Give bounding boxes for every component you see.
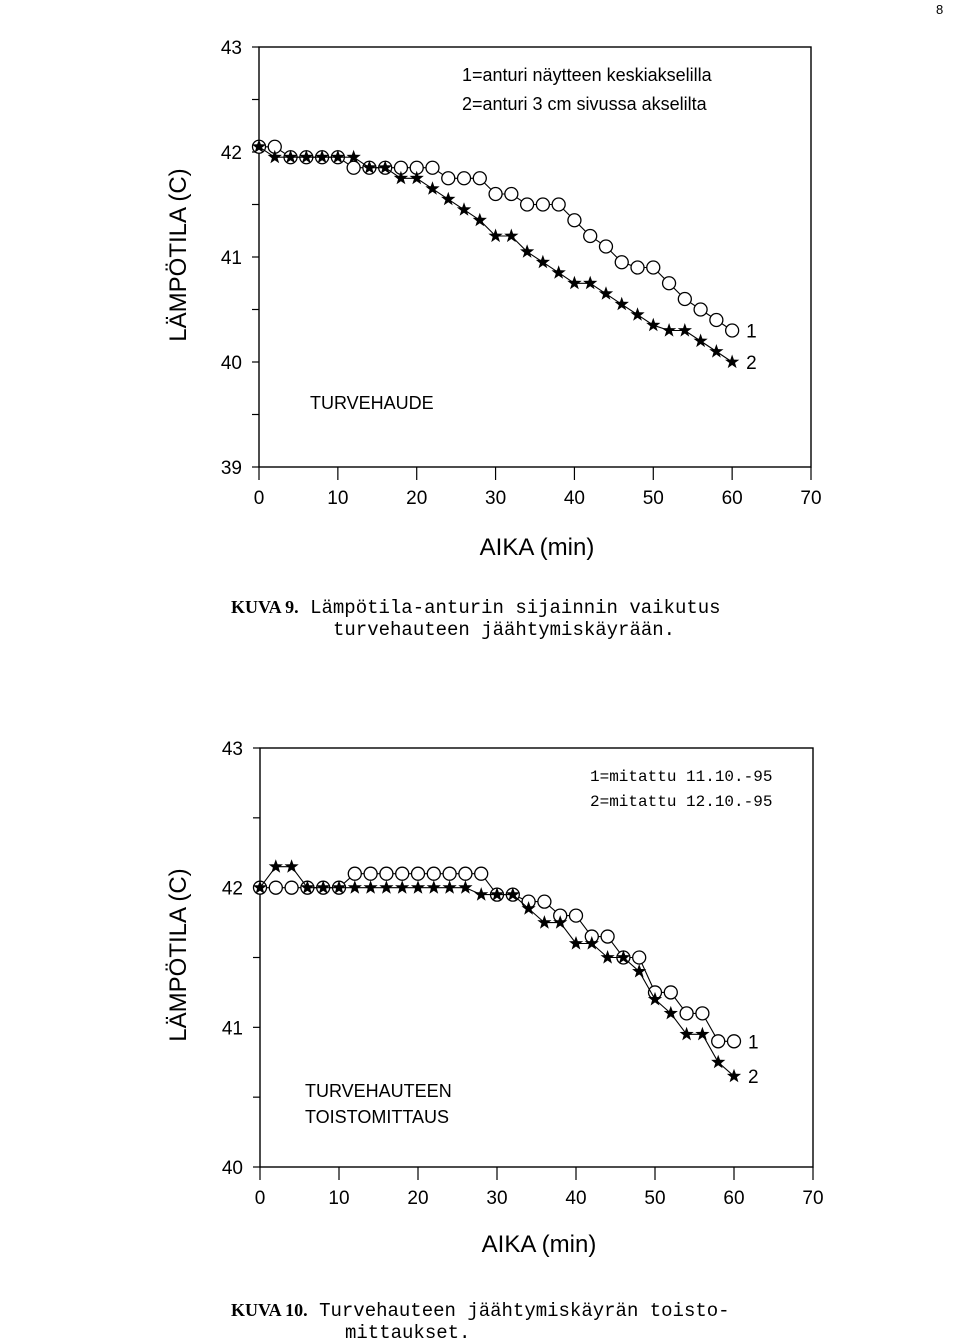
series-1-point	[712, 1035, 725, 1048]
series-2-point	[364, 880, 378, 894]
x-tick-label: 70	[800, 488, 822, 509]
series-2-point	[630, 307, 644, 321]
series-1-point	[536, 198, 549, 211]
series-1-point	[570, 909, 583, 922]
series-2-point	[662, 323, 676, 337]
series-1-point	[678, 293, 691, 306]
chart-kuva-10	[0, 700, 960, 1300]
series-1-point	[396, 867, 409, 880]
series-1-point	[473, 172, 486, 185]
series-2-point	[348, 880, 362, 894]
series-1-point	[631, 261, 644, 274]
xlabel: AIKA (min)	[481, 1231, 597, 1258]
series-1-point	[694, 303, 707, 316]
page-number: 8	[936, 2, 944, 17]
series-2-point	[725, 355, 739, 369]
x-tick-label: 50	[644, 1188, 666, 1209]
annotation-line-1: TURVEHAUTEEN	[305, 1081, 452, 1101]
y-tick-label: 40	[221, 1158, 243, 1179]
series-1-point	[615, 256, 628, 269]
x-tick-label: 20	[407, 1188, 429, 1209]
series-2-point	[443, 880, 457, 894]
series-2-point	[695, 1027, 709, 1041]
caption-line-1: Lämpötila-anturin sijainnin vaikutus	[298, 597, 721, 619]
series-end-label: 2	[746, 353, 757, 374]
series-2-point	[664, 1006, 678, 1020]
series-1-point	[633, 951, 646, 964]
series-1-point	[584, 230, 597, 243]
series-1-point	[442, 172, 455, 185]
series-1-point	[568, 214, 581, 227]
x-tick-label: 0	[253, 488, 265, 509]
series-2-point	[457, 202, 471, 216]
x-tick-label: 40	[565, 1188, 587, 1209]
caption-line-2: mittaukset.	[345, 1322, 471, 1344]
x-tick-label: 60	[723, 1188, 745, 1209]
y-tick-label: 43	[221, 739, 243, 760]
series-1-point	[664, 986, 677, 999]
y-tick-label: 42	[221, 878, 243, 900]
series-2-point	[632, 964, 646, 978]
series-1-point	[427, 867, 440, 880]
caption-kuva-10	[231, 1299, 730, 1344]
series-2-point	[537, 915, 551, 929]
annotation: TURVEHAUDE	[310, 393, 434, 413]
series-1-point	[696, 1007, 709, 1020]
x-tick-label: 50	[642, 488, 664, 509]
series-2-point	[504, 229, 518, 243]
caption-label: KUVA 10.	[231, 1300, 308, 1320]
series-1-point	[710, 314, 723, 327]
series-2-point	[709, 344, 723, 358]
y-tick-label: 43	[220, 38, 242, 59]
series-2-point	[601, 950, 615, 964]
series-2-point	[680, 1027, 694, 1041]
series-2-point	[727, 1069, 741, 1083]
series-2-point	[458, 880, 472, 894]
series-1-point	[458, 172, 471, 185]
series-2-point	[552, 265, 566, 279]
series-end-label: 1	[748, 1032, 759, 1054]
series-2-point	[694, 334, 708, 348]
legend-line-1: 1=mitattu 11.10.-95	[590, 768, 773, 786]
series-1-point	[269, 881, 282, 894]
series-end-label: 1	[746, 321, 757, 343]
series-2-point	[474, 887, 488, 901]
series-2-point	[473, 213, 487, 227]
series-2-point	[269, 859, 283, 873]
x-tick-label: 60	[721, 488, 743, 509]
y-tick-label: 42	[220, 143, 242, 164]
series-1-point	[538, 895, 551, 908]
x-tick-label: 70	[802, 1188, 824, 1209]
series-2-point	[569, 936, 583, 950]
series-1-point	[552, 198, 565, 211]
series-2-line	[259, 147, 732, 362]
chart-kuva-9	[0, 0, 960, 570]
x-tick-label: 40	[563, 488, 585, 509]
x-tick-label: 30	[486, 1188, 508, 1209]
caption-label: KUVA 9.	[231, 597, 299, 617]
legend-line-2: 2=mitattu 12.10.-95	[590, 793, 773, 811]
series-1-point	[521, 198, 534, 211]
x-tick-label: 10	[327, 488, 349, 509]
series-2-point	[678, 323, 692, 337]
caption-line-1: Turvehauteen jäähtymiskäyrän toisto-	[307, 1300, 730, 1322]
series-1-point	[364, 867, 377, 880]
series-1-point	[412, 867, 425, 880]
legend-line-2: 2=anturi 3 cm sivussa akselilta	[462, 94, 707, 114]
series-1-point	[347, 161, 360, 174]
series-2-point	[285, 859, 299, 873]
y-tick-label: 41	[221, 1018, 243, 1040]
series-2-point	[441, 192, 455, 206]
xlabel: AIKA (min)	[479, 534, 595, 561]
x-tick-label: 30	[485, 488, 507, 509]
annotation-line-2: TOISTOMITTAUS	[305, 1107, 450, 1127]
series-2-point	[425, 181, 439, 195]
x-tick-label: 10	[328, 1188, 350, 1209]
series-1-point	[459, 867, 472, 880]
series-1-point	[285, 881, 298, 894]
legend-line-1: 1=anturi näytteen keskiakselilla	[462, 65, 712, 85]
series-1-point	[475, 867, 488, 880]
series-end-label: 2	[748, 1067, 759, 1089]
series-1-point	[601, 930, 614, 943]
series-1-point	[443, 867, 456, 880]
y-tick-label: 41	[220, 248, 242, 269]
series-2-point	[536, 255, 550, 269]
series-1-point	[728, 1035, 741, 1048]
series-2-point	[567, 276, 581, 290]
series-1-point	[680, 1007, 693, 1020]
y-tick-label: 40	[220, 353, 242, 374]
series-1-point	[726, 324, 739, 337]
series-1-point	[663, 277, 676, 290]
series-1-point	[426, 161, 439, 174]
data-marks	[253, 859, 759, 1088]
series-2-point	[395, 880, 409, 894]
series-2-point	[379, 880, 393, 894]
series-1-point	[647, 261, 660, 274]
series-1-point	[380, 867, 393, 880]
ylabel: LÄMPÖTILA (C)	[165, 868, 192, 1042]
x-tick-label: 0	[254, 1188, 266, 1209]
series-2-point	[646, 318, 660, 332]
caption-kuva-9	[231, 596, 721, 641]
series-2-point	[583, 276, 597, 290]
caption-line-2: turvehauteen jäähtymiskäyrään.	[333, 619, 676, 641]
series-1-point	[489, 188, 502, 201]
series-2-point	[411, 880, 425, 894]
ylabel: LÄMPÖTILA (C)	[165, 168, 192, 342]
series-2-point	[427, 880, 441, 894]
series-1-point	[348, 867, 361, 880]
data-marks	[252, 139, 757, 374]
x-tick-label: 20	[406, 488, 428, 509]
y-tick-label: 39	[220, 458, 242, 479]
series-1-point	[505, 188, 518, 201]
series-1-point	[599, 240, 612, 253]
